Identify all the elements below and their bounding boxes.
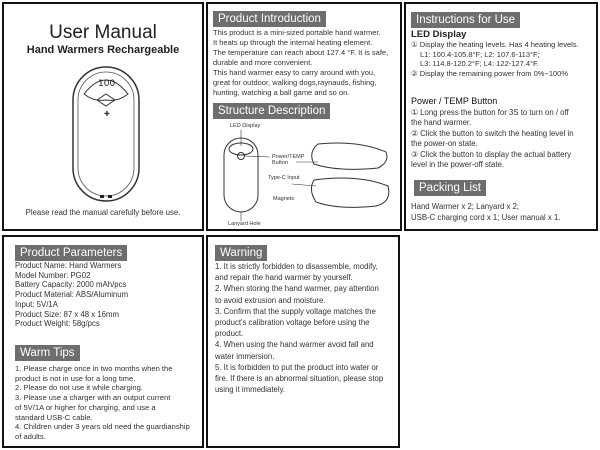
hand-warmer-illustration bbox=[70, 64, 142, 204]
param-line: Input: 5V/1A bbox=[15, 299, 58, 309]
warning-panel bbox=[206, 235, 400, 448]
led-line: ② Display the remaining power from 0%~100% bbox=[411, 68, 569, 78]
packing-heading: Packing List bbox=[414, 180, 486, 196]
packing-line: Hand Warmer x 2; Lanyard x 2; bbox=[411, 202, 520, 211]
intro-line: durable and more convenient. bbox=[213, 58, 313, 67]
intro-line: It heats up through the internal heating element. bbox=[213, 38, 373, 47]
tips-heading: Warm Tips bbox=[15, 345, 80, 361]
structure-heading: Structure Description bbox=[213, 103, 330, 119]
intro-panel bbox=[206, 2, 402, 231]
tip-line: 4. Children under 3 years old need the guardianship bbox=[15, 422, 190, 432]
cover-note: Please read the manual carefully before use. bbox=[25, 208, 181, 217]
manual-subtitle: Hand Warmers Rechargeable bbox=[26, 44, 180, 56]
warning-line: and repair the hand warmer by yourself. bbox=[215, 273, 353, 283]
label-power-button: Power/TEMP Button bbox=[272, 154, 305, 166]
warning-heading: Warning bbox=[215, 245, 267, 261]
button-line: the hand warmer. bbox=[411, 118, 472, 128]
led-line: L3: 114.8-120.2°F; L4: 122-127.4°F. bbox=[420, 59, 539, 68]
param-line: Battery Capacity: 2000 mAh/pcs bbox=[15, 280, 127, 290]
tip-line: 1. Please charge once in two months when the bbox=[15, 364, 173, 373]
tip-line: standard USB-C cable. bbox=[15, 412, 93, 422]
warning-line: 2. When storing the hand warmer, pay attention bbox=[215, 284, 379, 294]
label-led-display: LED Display bbox=[230, 123, 261, 129]
param-line: Product Weight: 58g/pcs bbox=[15, 319, 100, 329]
label-lanyard-hole: Lanyard Hole bbox=[228, 221, 261, 227]
warning-line: 4. When using the hand warmer avoid fall and bbox=[215, 340, 374, 350]
tip-line: product is not in use for a long time. bbox=[15, 373, 136, 383]
cover-panel bbox=[2, 2, 204, 231]
param-line: Product Name: Hand Warmers bbox=[15, 261, 122, 270]
button-line: ① Long press the button for 3S to turn on / off bbox=[411, 108, 569, 117]
label-typec: Type-C Input bbox=[268, 175, 300, 181]
param-line: Product Material: ABS/Aluminum bbox=[15, 290, 129, 300]
warning-line: fire. If there is an abnormal situation, please stop bbox=[215, 374, 384, 384]
warning-line: 1. It is strictly forbidden to disassemble, modify, bbox=[215, 262, 378, 271]
led-title: LED Display bbox=[411, 29, 467, 40]
tip-line: 2. Please do not use it while charging. bbox=[15, 383, 143, 393]
led-line: L1: 100.4-105.8°F; L2: 107.6-113°F; bbox=[420, 49, 540, 59]
tip-line: of adults. bbox=[15, 431, 46, 441]
warning-line: to avoid extrusion and moisture. bbox=[215, 295, 326, 305]
intro-heading: Product Introduction bbox=[213, 11, 326, 27]
intro-line: hunting, watching a ball game and so on. bbox=[213, 88, 350, 97]
params-panel bbox=[2, 235, 204, 448]
led-line: ① Display the heating levels. Has 4 heating levels. bbox=[411, 40, 579, 49]
structure-diagram bbox=[208, 122, 400, 230]
warning-line: water immersion. bbox=[215, 351, 275, 361]
warning-line: using it immediately. bbox=[215, 385, 286, 395]
manual-title: User Manual bbox=[49, 22, 157, 43]
warning-line: product. bbox=[215, 329, 244, 339]
intro-line: The temperature can reach about 127.4 °F. It is safe, bbox=[213, 48, 389, 57]
button-line: the power-on state. bbox=[411, 139, 478, 149]
button-title: Power / TEMP Button bbox=[411, 96, 498, 106]
param-line: Model Number: PG02 bbox=[15, 270, 91, 280]
instructions-heading: Instructions for Use bbox=[411, 12, 520, 28]
label-magnets: Magnets bbox=[273, 196, 295, 202]
intro-line: This product is a mini-sized portable hand warmer. bbox=[213, 28, 381, 37]
svg-text:✚: ✚ bbox=[104, 111, 110, 118]
param-line: Product Size: 87 x 48 x 16mm bbox=[15, 309, 120, 319]
tip-line: 3. Please use a charger with an output current bbox=[15, 393, 171, 403]
packing-line: USB-C charging cord x 1; User manual x 1. bbox=[411, 212, 561, 222]
button-line: ② Click the button to switch the heating level in bbox=[411, 128, 574, 138]
tip-line: of 5V/1A or higher for charging, and use a bbox=[15, 402, 156, 412]
warning-line: 5. It is forbidden to put the product into water or bbox=[215, 362, 379, 372]
button-line: ③ Click the button to display the actual battery bbox=[411, 149, 571, 159]
warning-line: product's calibration voltage before using the bbox=[215, 318, 370, 328]
button-line: level in the power-off state. bbox=[411, 160, 505, 170]
warning-line: 3. Confirm that the supply voltage matches the bbox=[215, 306, 376, 316]
intro-line: This hand warmer easy to carry around with you, bbox=[213, 68, 376, 77]
params-heading: Product Parameters bbox=[15, 245, 127, 261]
display-value: 100 bbox=[98, 79, 116, 89]
intro-line: great for outdoor, walking dogs,raynauds, fishing, bbox=[213, 78, 377, 87]
instructions-panel bbox=[404, 2, 598, 231]
intro-text bbox=[213, 28, 388, 98]
